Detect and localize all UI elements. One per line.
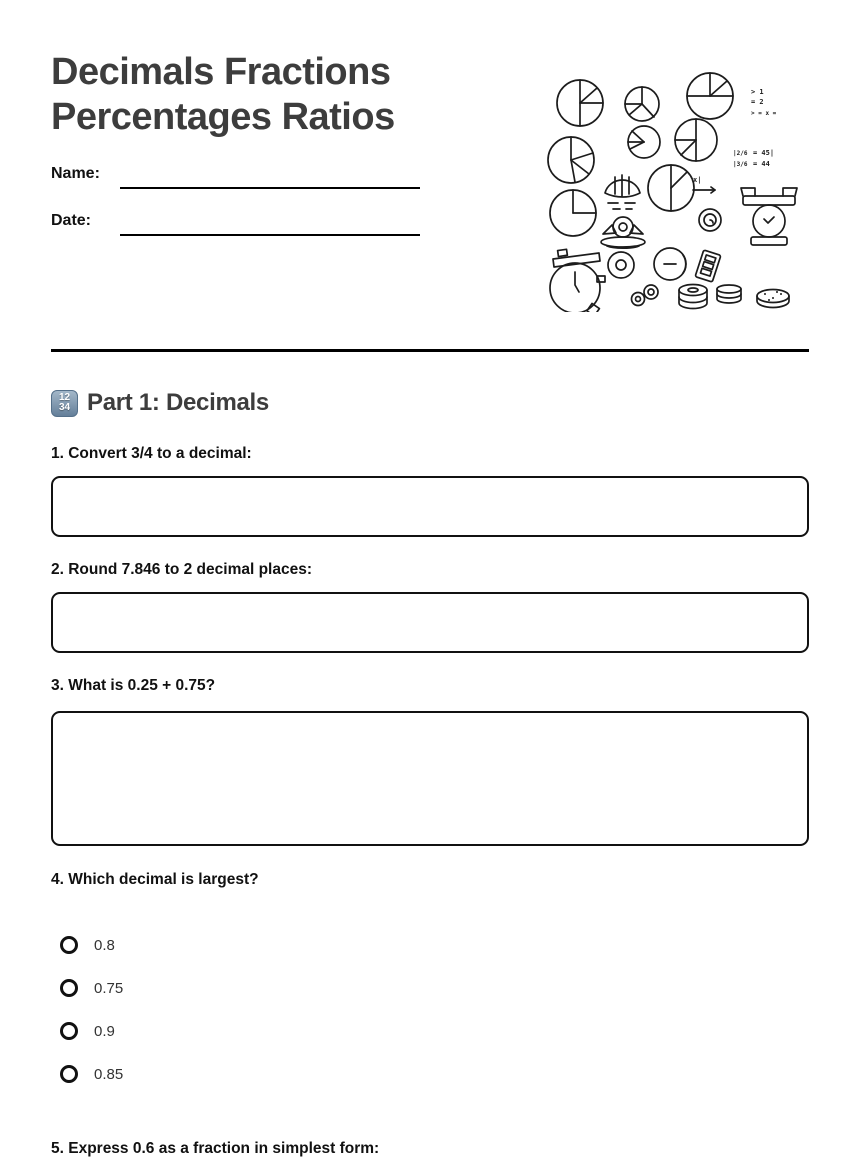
radio-option-0-85[interactable] — [60, 1065, 123, 1083]
ticket-doodle — [695, 250, 721, 282]
math-doodle-text: = 2 — [751, 98, 764, 106]
date-label: Date: — [51, 212, 92, 229]
question-5-label: 5. Express 0.6 as a fraction in simplest form: — [51, 1140, 380, 1157]
math-doodle-text: > = x = — [751, 110, 777, 117]
radio-circle[interactable] — [60, 1022, 78, 1040]
section-title: Part 1: Decimals — [87, 389, 269, 416]
small-donut-doodle — [632, 293, 645, 306]
page-title-line2: Percentages Ratios — [51, 96, 395, 138]
math-doodle-text: |2/6 — [733, 150, 748, 157]
page-title-line1: Decimals Fractions — [51, 51, 391, 93]
radio-option-label: 0.8 — [94, 936, 115, 954]
input-numbers-icon-bottom: 34 — [58, 402, 71, 413]
question-2-label: 2. Round 7.846 to 2 decimal places: — [51, 561, 313, 578]
question-4-label: 4. Which decimal is largest? — [51, 871, 259, 888]
name-fill-in-line[interactable] — [120, 187, 420, 189]
coin-stack-doodle — [679, 285, 707, 309]
input-numbers-icon-top: 12 — [58, 392, 71, 403]
math-doodle-text: > 1 — [751, 88, 764, 96]
input-numbers-icon — [51, 390, 78, 417]
scale-doodle — [741, 188, 797, 245]
answer-box-q1[interactable] — [51, 476, 809, 537]
radio-option-label: 0.85 — [94, 1065, 124, 1083]
radio-option-label: 0.75 — [94, 979, 124, 997]
radio-option-0-75[interactable] — [60, 979, 123, 997]
section-header — [51, 389, 269, 417]
question-1-label: 1. Convert 3/4 to a decimal: — [51, 445, 252, 462]
pie-dessert-doodle — [601, 217, 645, 248]
radio-circle[interactable] — [60, 1065, 78, 1083]
math-doodle-text: = 45| — [753, 149, 775, 157]
date-fill-in-line[interactable] — [120, 234, 420, 236]
flat-coin-stack-doodle — [717, 285, 741, 303]
radio-option-0-8[interactable] — [60, 936, 115, 954]
math-doodle-text: = 44 — [753, 160, 770, 168]
donut-doodle — [608, 252, 634, 278]
math-doodle-text: x| — [693, 176, 702, 184]
math-doodle-text: |3/6 — [733, 161, 748, 168]
radio-circle[interactable] — [60, 936, 78, 954]
question-3-label: 3. What is 0.25 + 0.75? — [51, 677, 216, 694]
section-divider — [51, 349, 809, 352]
pot-doodle — [550, 249, 605, 312]
name-label: Name: — [51, 165, 100, 182]
fractions-doodle-illustration — [545, 62, 815, 312]
radio-option-0-9[interactable] — [60, 1022, 115, 1040]
answer-box-q3[interactable] — [51, 711, 809, 846]
radio-option-label: 0.9 — [94, 1022, 115, 1040]
answer-box-q2[interactable] — [51, 592, 809, 653]
small-donut-doodle — [644, 285, 658, 299]
coin-doodle — [654, 248, 686, 280]
radio-circle[interactable] — [60, 979, 78, 997]
page-title — [51, 50, 395, 140]
spiral-doodle — [699, 209, 721, 231]
